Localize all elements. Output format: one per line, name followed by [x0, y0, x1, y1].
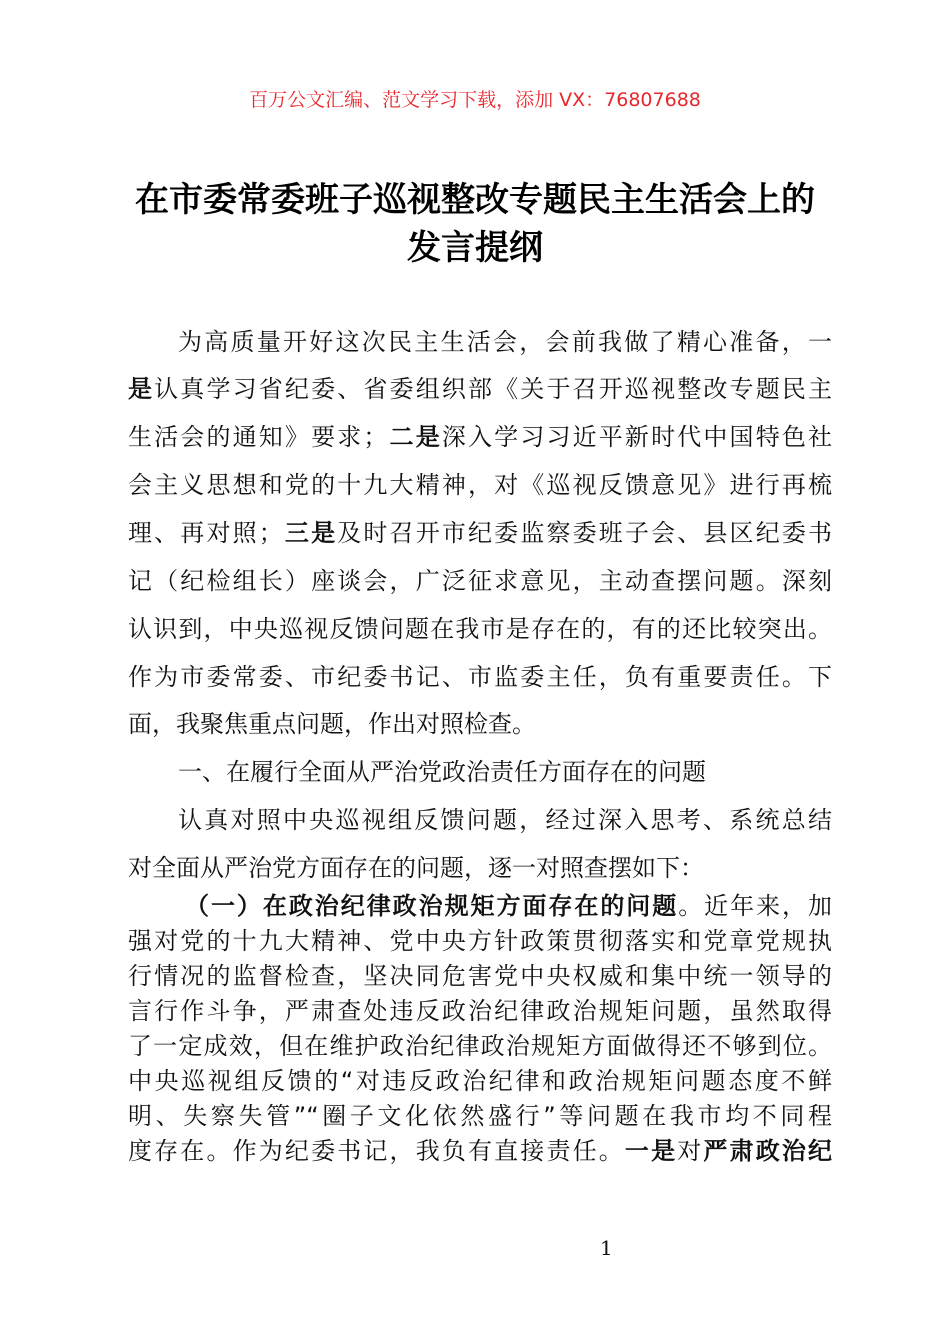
body-text-line	[128, 1101, 832, 1131]
text-segment: 会主义思想和党的十九大精神，对《巡视反馈意见》进行再梳	[128, 471, 832, 499]
text-segment: 生活会的通知》要求；	[128, 423, 388, 451]
body-text-line	[128, 374, 832, 404]
bold-text: 一是	[624, 1137, 678, 1165]
body-text-line	[178, 805, 832, 835]
text-segment: 行情况的监督检查，坚决同危害党中央权威和集中统一领导的	[128, 962, 832, 990]
body-text-line	[128, 1066, 832, 1096]
body-text-line	[128, 961, 832, 991]
document-title-line-2: 发言提纲	[407, 228, 543, 268]
body-text-line	[128, 422, 832, 452]
body-text-line	[128, 1031, 832, 1061]
body-text-line	[128, 662, 832, 692]
body-text-line	[128, 566, 832, 596]
bold-text: 是	[128, 375, 155, 403]
bold-text: 二是	[387, 423, 442, 451]
bold-text: 三是	[282, 519, 338, 547]
text-segment: 认真学习省纪委、省委组织部《关于召开巡视整改专题民主	[154, 375, 833, 403]
text-segment: 为高质量开好这次民主生活会，会前我做了精心准备，一	[178, 328, 832, 356]
body-text-line	[128, 614, 832, 644]
text-segment: 作为市委常委、市纪委书记、市监委主任，负有重要责任。下	[128, 663, 832, 691]
text-segment: 一、在履行全面从严治党政治责任方面存在的问题	[178, 758, 706, 786]
text-segment: 对	[677, 1137, 704, 1165]
text-segment: 明、失察失管”“圈子文化依然盛行”等问题在我市均不同程	[128, 1102, 832, 1130]
body-text-line	[128, 1136, 832, 1166]
text-segment: 记（纪检组长）座谈会，广泛征求意见，主动查摆问题。深刻	[128, 567, 832, 595]
text-segment: 强对党的十九大精神、党中央方针政策贯彻落实和党章党规执	[128, 927, 832, 955]
body-text-line	[185, 891, 832, 921]
text-segment: 对全面从严治党方面存在的问题，逐一对照查摆如下：	[128, 854, 704, 882]
text-segment: 认识到，中央巡视反馈问题在我市是存在的，有的还比较突出。	[128, 615, 832, 643]
watermark-header: 百万公文汇编、范文学习下载，添加 VX：76807688	[249, 89, 701, 111]
body-text-line	[128, 996, 832, 1026]
text-segment: 。近年来，加	[678, 892, 833, 920]
body-text-line	[128, 926, 832, 956]
bold-text: （一）在政治纪律政治规矩方面存在的问题	[185, 892, 679, 920]
text-segment: 深入学习习近平新时代中国特色社	[441, 423, 833, 451]
text-segment: 言行作斗争，严肃查处违反政治纪律政治规矩问题，虽然取得	[128, 997, 832, 1025]
section-heading	[178, 757, 832, 787]
text-segment: 了一定成效，但在维护政治纪律政治规矩方面做得还不够到位。	[128, 1032, 832, 1060]
text-segment: 中央巡视组反馈的“对违反政治纪律和政治规矩问题态度不鲜	[128, 1067, 832, 1095]
body-text-line	[128, 470, 832, 500]
document-title-line-1: 在市委常委班子巡视整改专题民主生活会上的	[135, 180, 815, 220]
text-segment: 度存在。作为纪委书记，我负有直接责任。	[128, 1137, 625, 1165]
body-text-line	[128, 709, 832, 739]
body-text-line	[178, 327, 832, 357]
text-segment: 认真对照中央巡视组反馈问题，经过深入思考、系统总结	[178, 806, 832, 834]
text-segment: 面，我聚焦重点问题，作出对照检查。	[128, 710, 536, 738]
body-text-line	[128, 518, 832, 548]
bold-text: 严肃政治纪	[703, 1137, 833, 1165]
text-segment: 理、再对照；	[128, 519, 283, 547]
page-number: 1	[600, 1236, 613, 1260]
text-segment: 及时召开市纪委监察委班子会、县区纪委书	[337, 519, 833, 547]
body-text-line	[128, 853, 832, 883]
